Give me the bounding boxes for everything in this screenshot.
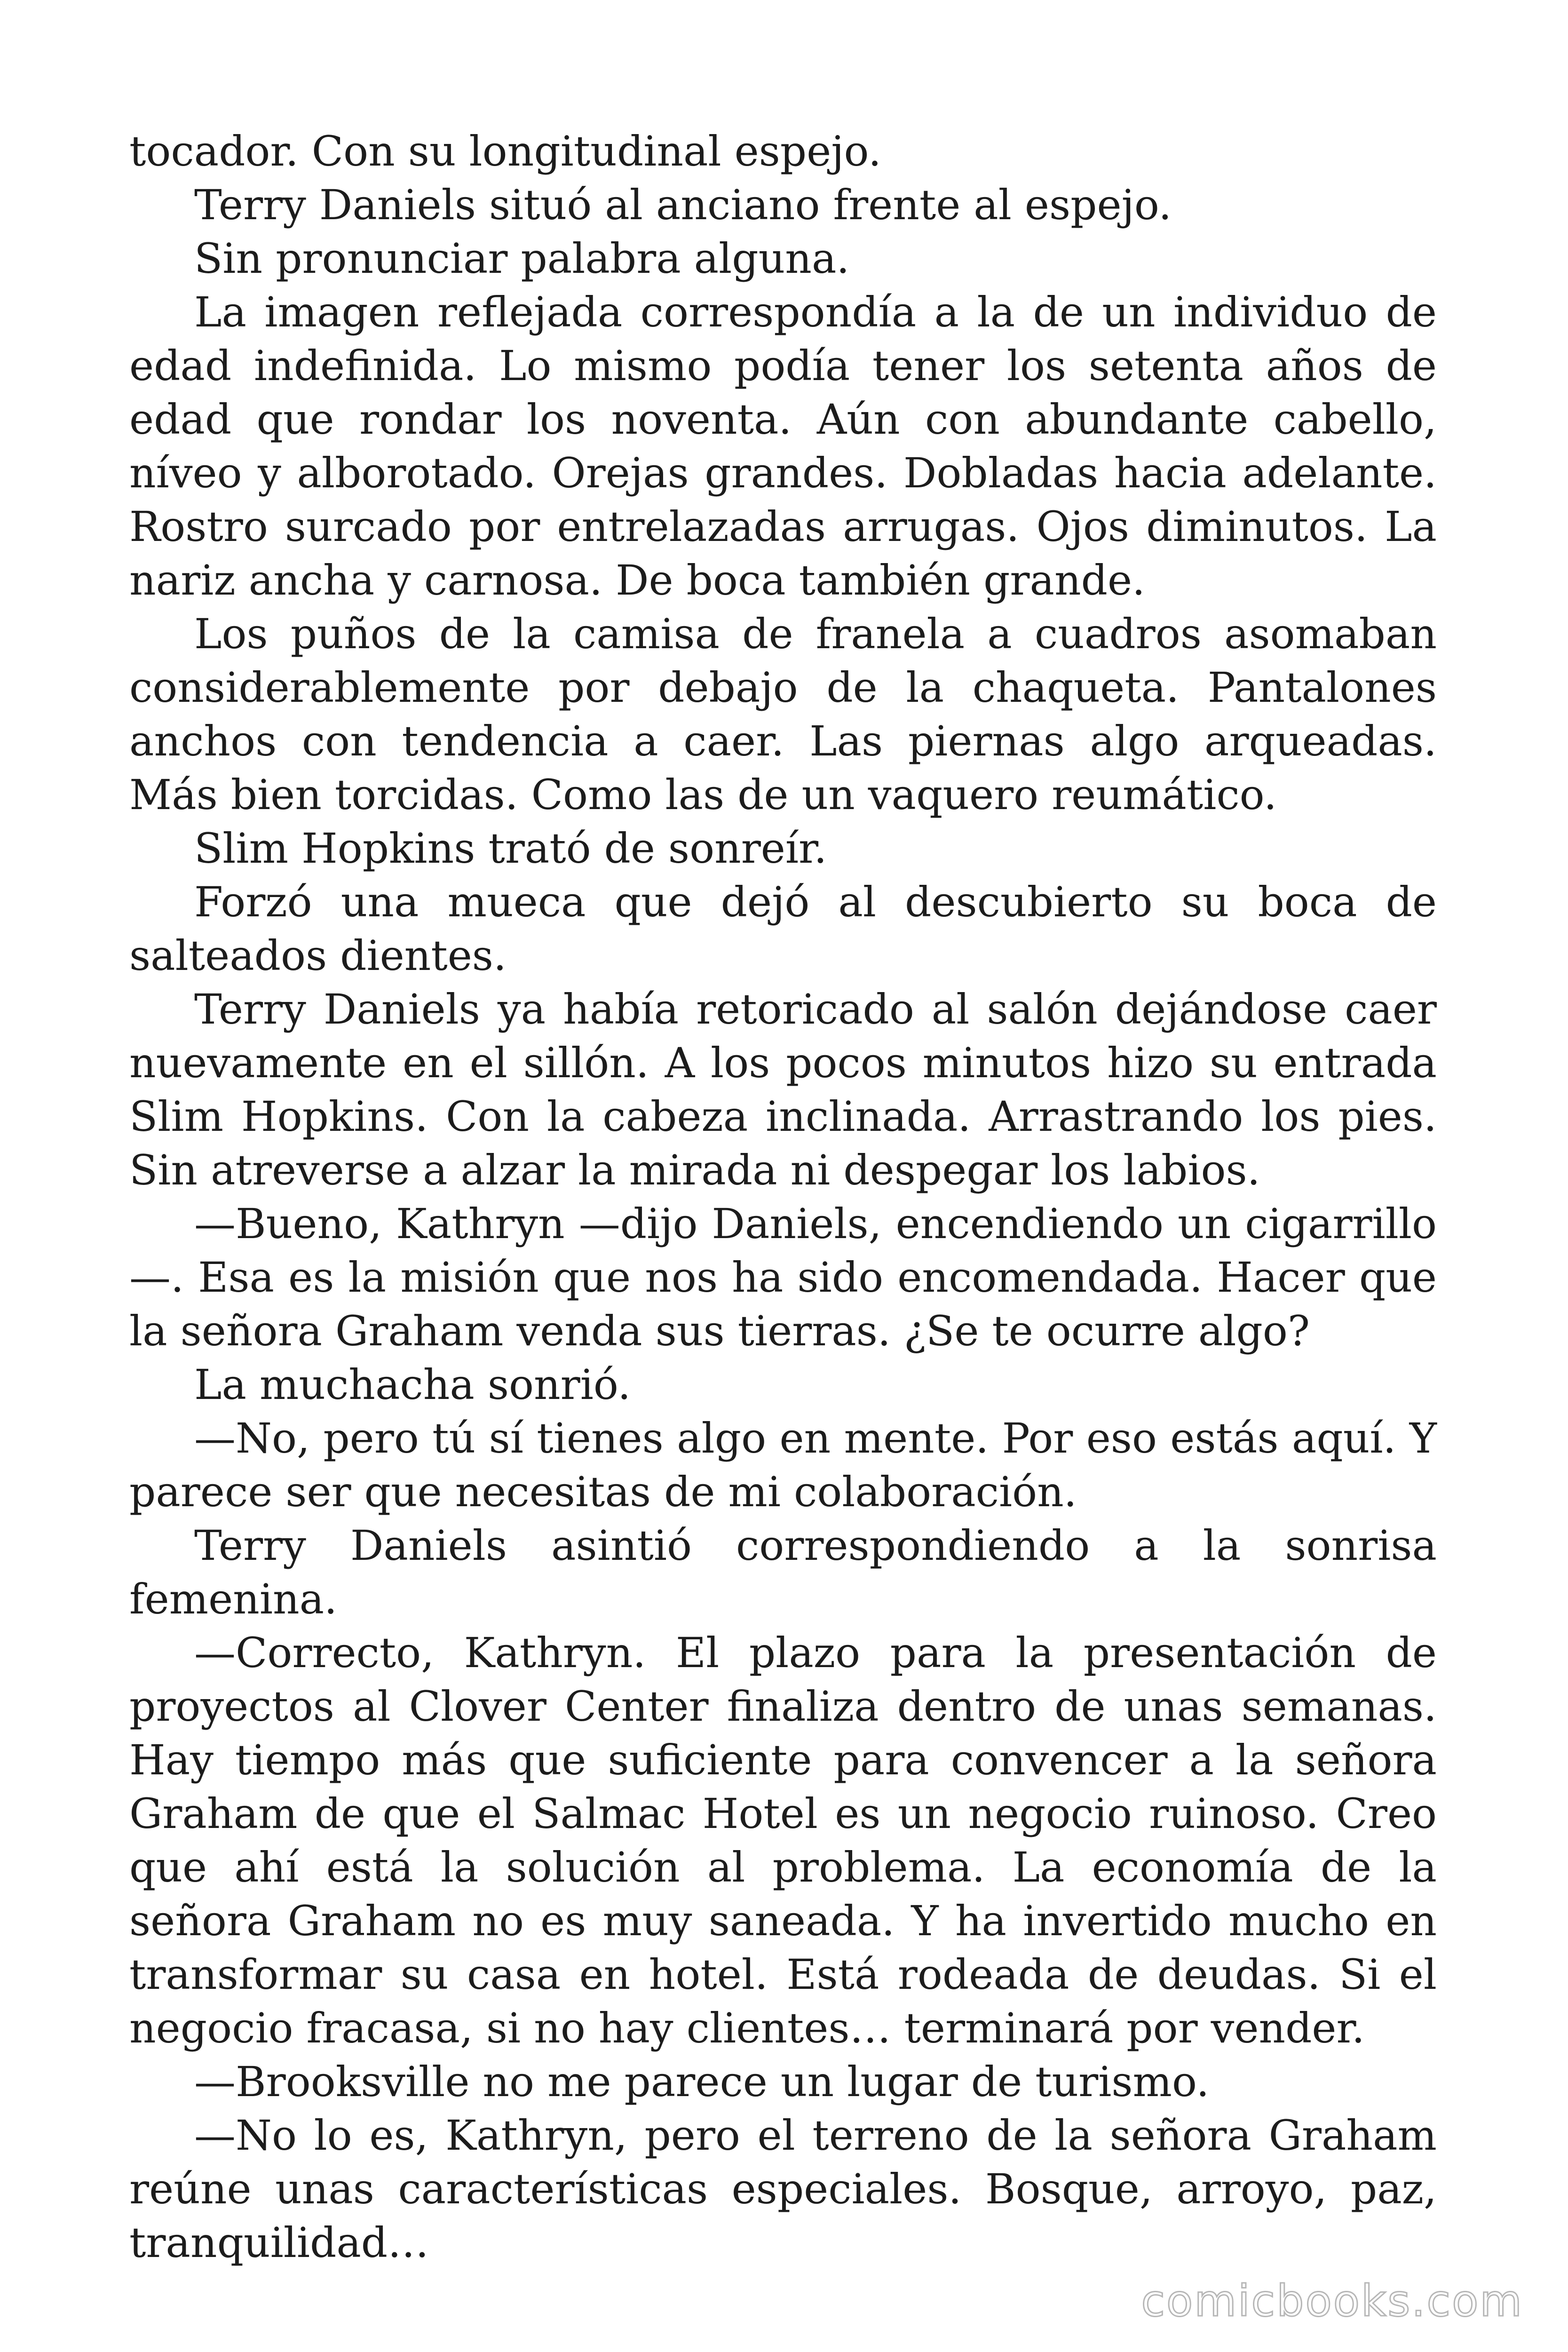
paragraph-6: Slim Hopkins trató de sonreír.: [194, 824, 827, 873]
paragraph-12: Terry Daniels asintió correspondiendo a la sonrisa femenina.: [129, 1521, 1437, 1623]
paragraph-13: —Correcto, Kathryn. El plazo para la presentación de proyectos al Clover Center finaliza dentro de unas semanas. Hay tiempo más que suficiente para convencer a la señora Graham de que el Salmac Hotel es un negocio ruinoso. Creo que ahí está la solución al problema. La economía de la señora Graham no es muy saneada. Y ha invertido mucho en transformar su casa en hotel. Está rodeada de deudas. Si el negocio fracasa, si no hay clientes… terminará por vender.: [129, 1629, 1437, 2052]
paragraph-11: —No, pero tú sí tienes algo en mente. Por eso estás aquí. Y parece ser que necesitas de mi colaboración.: [129, 1414, 1437, 1516]
paragraph-4: La imagen reflejada correspondía a la de un individuo de edad indefinida. Lo mismo podía tener los setenta años de edad que rondar los noventa. Aún con abundante cabello, níveo y alborotado. Orejas grandes. Dobladas hacia adelante. Rostro surcado por entrelazadas arrugas. Ojos diminutos. La nariz ancha y carnosa. De boca también grande.: [129, 288, 1437, 604]
paragraph-5: Los puños de la camisa de franela a cuadros asomaban considerablemente por debajo de la chaqueta. Pantalones anchos con tendencia a caer. Las piernas algo arqueadas. Más bien torcidas. Como las de un vaquero reumático.: [129, 610, 1437, 819]
paragraph-8: Terry Daniels ya había retoricado al salón dejándose caer nuevamente en el sillón. A los pocos minutos hizo su entrada Slim Hopkins. Con la cabeza inclinada. Arrastrando los pies. Sin atreverse a alzar la mirada ni despegar los labios.: [129, 985, 1437, 1194]
paragraph-2: Terry Daniels situó al anciano frente al espejo.: [194, 181, 1172, 229]
paragraph-7: Forzó una mueca que dejó al descubierto su boca de salteados dientes.: [129, 878, 1437, 980]
paragraph-1: tocador. Con su longitudinal espejo.: [129, 127, 881, 175]
paragraph-10: La muchacha sonrió.: [194, 1360, 631, 1409]
paragraph-15: —No lo es, Kathryn, pero el terreno de la señora Graham reúne unas características especiales. Bosque, arroyo, paz, tranquilidad…: [129, 2111, 1437, 2267]
paragraph-3: Sin pronunciar palabra alguna.: [194, 234, 850, 283]
paragraph-14: —Brooksville no me parece un lugar de turismo.: [194, 2058, 1210, 2106]
watermark: comicbooks.com: [1141, 2276, 1523, 2326]
paragraph-9: —Bueno, Kathryn —dijo Daniels, encendiendo un cigarrillo—. Esa es la misión que nos ha sido encomendada. Hacer que la señora Graham venda sus tierras. ¿Se te ocurre algo?: [129, 1200, 1437, 1355]
page-body: [129, 125, 1437, 2270]
